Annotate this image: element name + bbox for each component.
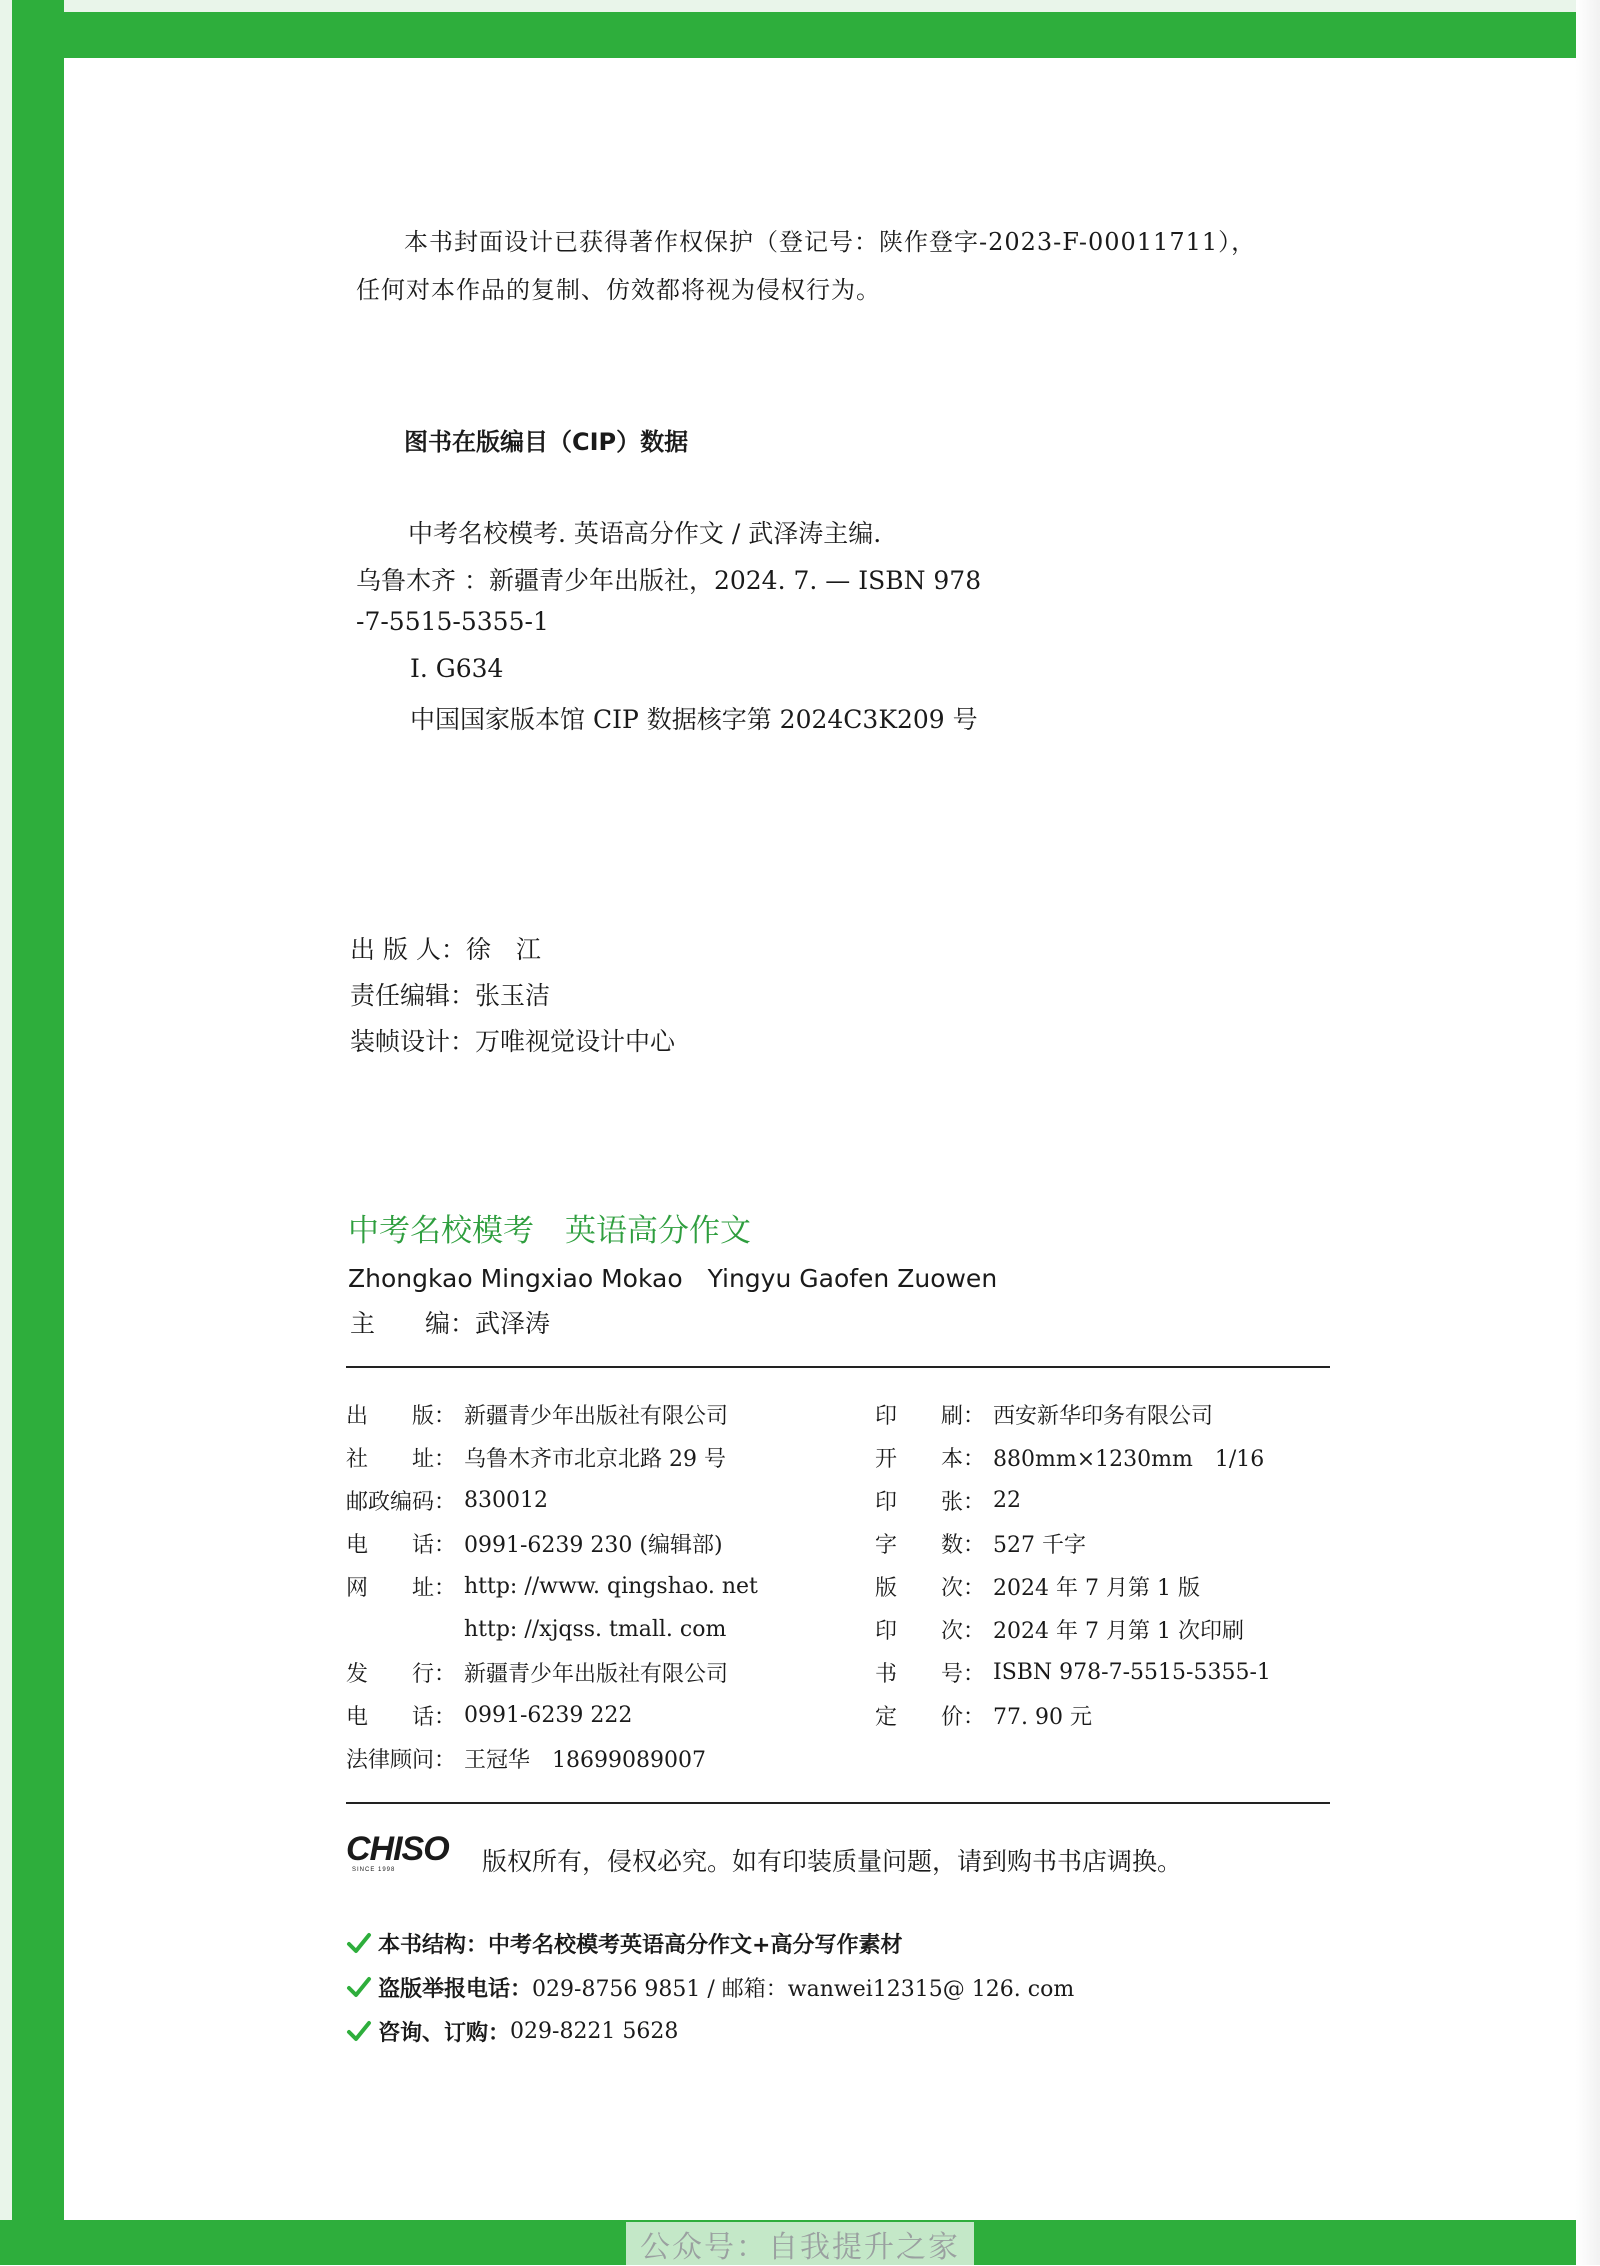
cip-line: 中考名校模考. 英语高分作文 / 武泽涛主编. <box>408 519 882 548</box>
website-url: http: //xjqss. tmall. com <box>464 1616 727 1642</box>
info-value: 2024 年 7 月第 1 版 <box>993 1575 1200 1601</box>
feature-label: 咨询、订购： <box>378 2020 511 2046</box>
info-value: 0991-6239 230 (编辑部) <box>464 1532 723 1558</box>
info-label: 印 刷： <box>875 1403 986 1429</box>
responsible-editor: 责任编辑：张玉洁 <box>350 981 551 1010</box>
info-row <box>346 1656 728 1688</box>
website-url: http: //www. qingshao. net <box>464 1573 758 1599</box>
check-icon <box>346 2018 372 2044</box>
info-value: 22 <box>993 1487 1021 1513</box>
info-value: 王冠华 18699089007 <box>464 1747 706 1773</box>
feature-label: 本书结构： <box>378 1932 489 1958</box>
divider-bottom <box>346 1802 1330 1804</box>
cover-copyright-notice-line-2: 任何对本作品的复制、仿效都将视为侵权行为。 <box>356 276 881 304</box>
cover-copyright-notice-line-1: 本书封面设计已获得著作权保护（登记号：陕作登字-2023-F-00011711）， <box>404 228 1257 256</box>
info-label: 字 数： <box>875 1532 986 1558</box>
cip-line: -7-5515-5355-1 <box>356 607 549 636</box>
info-row <box>346 1570 758 1602</box>
info-value: 830012 <box>464 1487 548 1513</box>
info-label: 定 价： <box>875 1704 986 1730</box>
info-row <box>346 1742 706 1774</box>
info-row <box>346 1527 723 1559</box>
info-row <box>875 1398 1213 1430</box>
check-icon <box>346 1930 372 1956</box>
info-label: 印 张： <box>875 1489 986 1515</box>
info-row <box>346 1398 728 1430</box>
cip-line: 乌鲁木齐 ：新疆青少年出版社，2024. 7. — ISBN 978 <box>356 566 982 595</box>
feature-line <box>346 2015 678 2047</box>
feature-value: 029-8756 9851 / 邮箱：wanwei12315@ 126. com <box>532 1976 1075 2002</box>
check-icon <box>346 1974 372 2000</box>
info-row <box>875 1527 1086 1559</box>
frame-right-edge <box>1576 0 1600 2265</box>
info-label: 法律顾问： <box>346 1747 457 1773</box>
info-value: 乌鲁木齐市北京北路 29 号 <box>464 1446 726 1472</box>
chief-editor: 主 编：武泽涛 <box>350 1309 551 1338</box>
price-value: 77. 90 元 <box>993 1704 1092 1730</box>
info-row <box>875 1699 1092 1731</box>
isbn-value: ISBN 978-7-5515-5355-1 <box>993 1659 1271 1685</box>
info-value: 527 千字 <box>993 1532 1086 1558</box>
book-title-pinyin: Zhongkao Mingxiao Mokao Yingyu Gaofen Zuowen <box>348 1264 998 1293</box>
publisher-person: 出 版 人：徐 江 <box>350 935 541 964</box>
info-row <box>875 1656 1271 1688</box>
chiso-logo: CHISO <box>346 1830 449 1868</box>
info-value: 2024 年 7 月第 1 次印刷 <box>993 1618 1244 1644</box>
divider-top <box>346 1366 1330 1368</box>
info-label: 邮政编码： <box>346 1489 457 1515</box>
info-label: 版 次： <box>875 1575 986 1601</box>
info-label: 开 本： <box>875 1446 986 1472</box>
info-row <box>346 1613 726 1645</box>
info-row <box>346 1441 726 1473</box>
info-label: 发 行： <box>346 1661 457 1687</box>
info-value: 西安新华印务有限公司 <box>993 1403 1214 1429</box>
info-label: 出 版： <box>346 1403 457 1429</box>
frame-top-highlight <box>0 0 1600 12</box>
copyright-statement: 版权所有，侵权必究。如有印装质量问题，请到购书书店调换。 <box>482 1847 1183 1876</box>
chiso-logo-tagline: SINCE 1998 <box>352 1867 396 1873</box>
feature-line <box>346 1927 902 1959</box>
info-value: 新疆青少年出版社有限公司 <box>464 1403 729 1429</box>
feature-label: 盗版举报电话： <box>378 1976 533 2002</box>
book-title-chinese: 中考名校模考 英语高分作文 <box>348 1213 751 1249</box>
info-label: 印 次： <box>875 1618 986 1644</box>
info-row <box>875 1570 1200 1602</box>
info-label: 社 址： <box>346 1446 457 1472</box>
info-label: 电 话： <box>346 1704 457 1730</box>
info-value: 新疆青少年出版社有限公司 <box>464 1661 729 1687</box>
info-value: 0991-6239 222 <box>464 1702 633 1728</box>
info-value: 880mm×1230mm 1/16 <box>993 1446 1265 1472</box>
feature-value: 029-8221 5628 <box>510 2018 679 2044</box>
feature-value: 中考名校模考英语高分作文+高分写作素材 <box>488 1932 903 1958</box>
info-label: 电 话： <box>346 1532 457 1558</box>
frame-left-highlight <box>0 0 12 2265</box>
info-label: 书 号： <box>875 1661 986 1687</box>
cip-line: Ⅰ. G634 <box>410 654 504 683</box>
cip-title: 图书在版编目（CIP）数据 <box>404 428 689 456</box>
info-row <box>346 1699 632 1731</box>
info-row <box>875 1441 1264 1473</box>
feature-line <box>346 1971 1074 2003</box>
watermark <box>0 2226 1600 2265</box>
info-row <box>875 1613 1244 1645</box>
binding-designer: 装帧设计：万唯视觉设计中心 <box>350 1027 676 1056</box>
info-row <box>875 1484 1021 1516</box>
info-label: 网 址： <box>346 1575 457 1601</box>
watermark-text: 公众号：自我提升之家 <box>626 2222 974 2266</box>
info-row <box>346 1484 548 1516</box>
cip-line: 中国国家版本馆 CIP 数据核字第 2024C3K209 号 <box>410 705 978 734</box>
